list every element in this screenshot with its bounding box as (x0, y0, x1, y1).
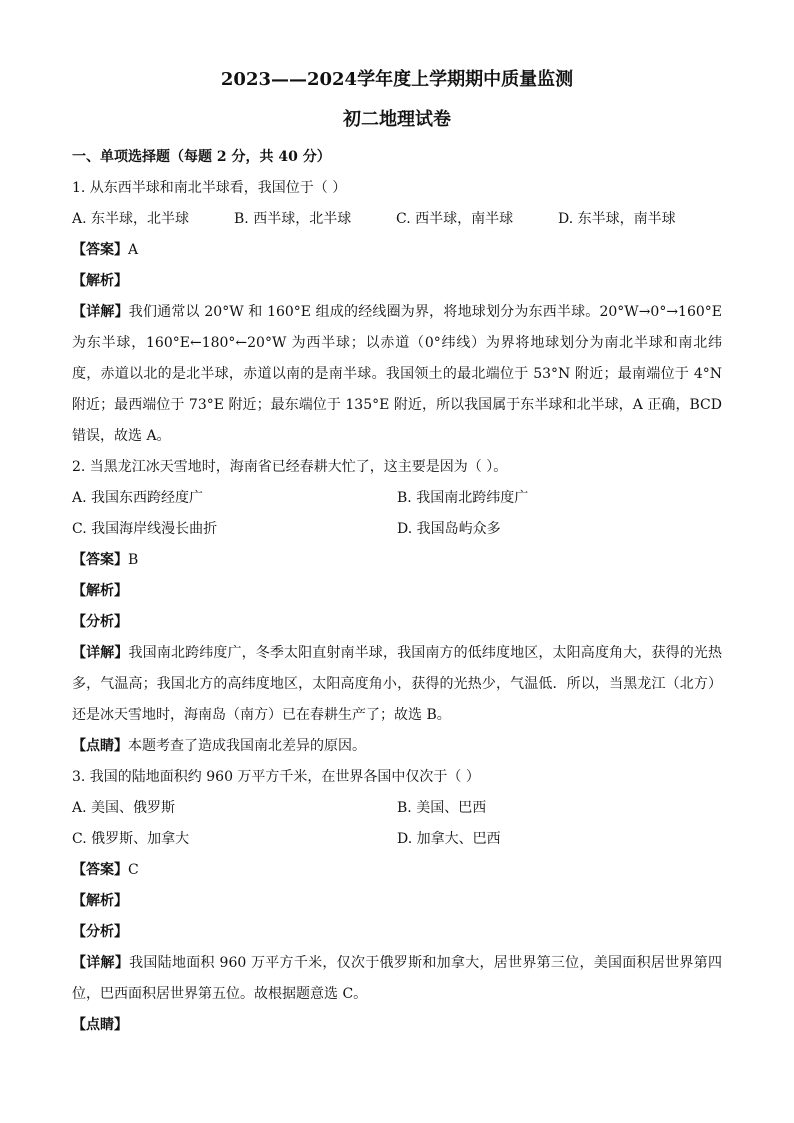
question-options (72, 204, 722, 235)
option-c: C. 俄罗斯、加拿大 (72, 831, 190, 847)
question-1 (72, 173, 722, 452)
fenxi-tag: 【分析】 (72, 924, 128, 940)
document-page (72, 60, 722, 1041)
answer-value: C (128, 862, 139, 878)
fenxi-tag: 【分析】 (72, 614, 128, 630)
page-subtitle: 初二地理试卷 (343, 109, 451, 130)
answer-tag: 【答案】 (72, 242, 128, 258)
question-options (72, 824, 722, 855)
detail-paragraph (72, 638, 722, 731)
question-options (72, 793, 722, 824)
comment-line (72, 731, 722, 762)
option-b: B. 美国、巴西 (397, 800, 487, 816)
question-options (72, 483, 722, 514)
detail-text: 我国陆地面积 960 万平方千米，仅次于俄罗斯和加拿大，居世界第三位，美国面积居世界第四位，巴西面积居世界第五位。故根据题意选 C。 (72, 955, 722, 1002)
answer-value: A (128, 242, 139, 258)
option-b: B. 我国南北跨纬度广 (397, 490, 529, 506)
analysis-tag: 【解析】 (72, 583, 128, 599)
answer-line (72, 855, 722, 886)
comment-tag: 【点睛】 (72, 738, 128, 754)
detail-tag: 【详解】 (72, 955, 130, 971)
answer-line (72, 235, 722, 266)
question-stem: 2. 当黑龙江冰天雪地时，海南省已经春耕大忙了，这主要是因为（ ）。 (72, 459, 508, 475)
question-3 (72, 762, 722, 1041)
detail-text: 我国南北跨纬度广，冬季太阳直射南半球，我国南方的低纬度地区，太阳高度角大，获得的光热多，气温高；我国北方的高纬度地区，太阳高度角小，获得的光热少，气温低．所以，当黑龙江（北方）还是冰天雪地时，海南岛（南方）已在春耕生产了；故选 B。 (72, 645, 723, 723)
option-d: D. 加拿大、巴西 (397, 831, 501, 847)
option-a: A. 东半球，北半球 (72, 211, 190, 227)
option-b: B. 西半球，北半球 (234, 211, 352, 227)
answer-tag: 【答案】 (72, 552, 128, 568)
detail-paragraph (72, 948, 722, 1010)
option-d: D. 东半球，南半球 (558, 211, 676, 227)
detail-text: 我们通常以 20°W 和 160°E 组成的经线圈为界，将地球划分为东西半球。20°W→0°→160°E 为东半球，160°E←180°←20°W 为西半球；以赤道（0°纬线）为界将地球划分为南北半球和南北纬度，赤道以北的是北半球，赤道以南的是南半球。我国领土的最北端位于 53°N 附近；最南端位于 4°N 附近；最西端位于 73°E 附近；最东端位于 135°E 附近，所以我国属于东半球和北半球，A 正确，BCD 错误，故选 A。 (72, 304, 723, 444)
analysis-tag: 【解析】 (72, 893, 128, 909)
option-c: C. 西半球，南半球 (396, 211, 514, 227)
section-heading: 一、单项选择题（每题 2 分，共 40 分） (72, 149, 331, 165)
comment-text: 本题考查了造成我国南北差异的原因。 (128, 738, 366, 754)
question-stem: 3. 我国的陆地面积约 960 万平方千米，在世界各国中仅次于（ ） (72, 769, 480, 785)
option-a: A. 我国东西跨经度广 (72, 490, 204, 506)
answer-tag: 【答案】 (72, 862, 128, 878)
answer-value: B (128, 552, 139, 568)
detail-tag: 【详解】 (72, 304, 129, 320)
analysis-tag: 【解析】 (72, 273, 128, 289)
detail-tag: 【详解】 (72, 645, 129, 661)
page-title: 2023——2024学年度上学期期中质量监测 (220, 69, 574, 90)
option-a: A. 美国、俄罗斯 (72, 800, 176, 816)
question-2 (72, 452, 722, 762)
comment-tag: 【点睛】 (72, 1017, 128, 1033)
question-stem: 1. 从东西半球和南北半球看，我国位于（ ） (72, 180, 347, 196)
question-options (72, 514, 722, 545)
option-d: D. 我国岛屿众多 (397, 521, 501, 537)
detail-paragraph (72, 297, 722, 452)
answer-line (72, 545, 722, 576)
option-c: C. 我国海岸线漫长曲折 (72, 521, 218, 537)
